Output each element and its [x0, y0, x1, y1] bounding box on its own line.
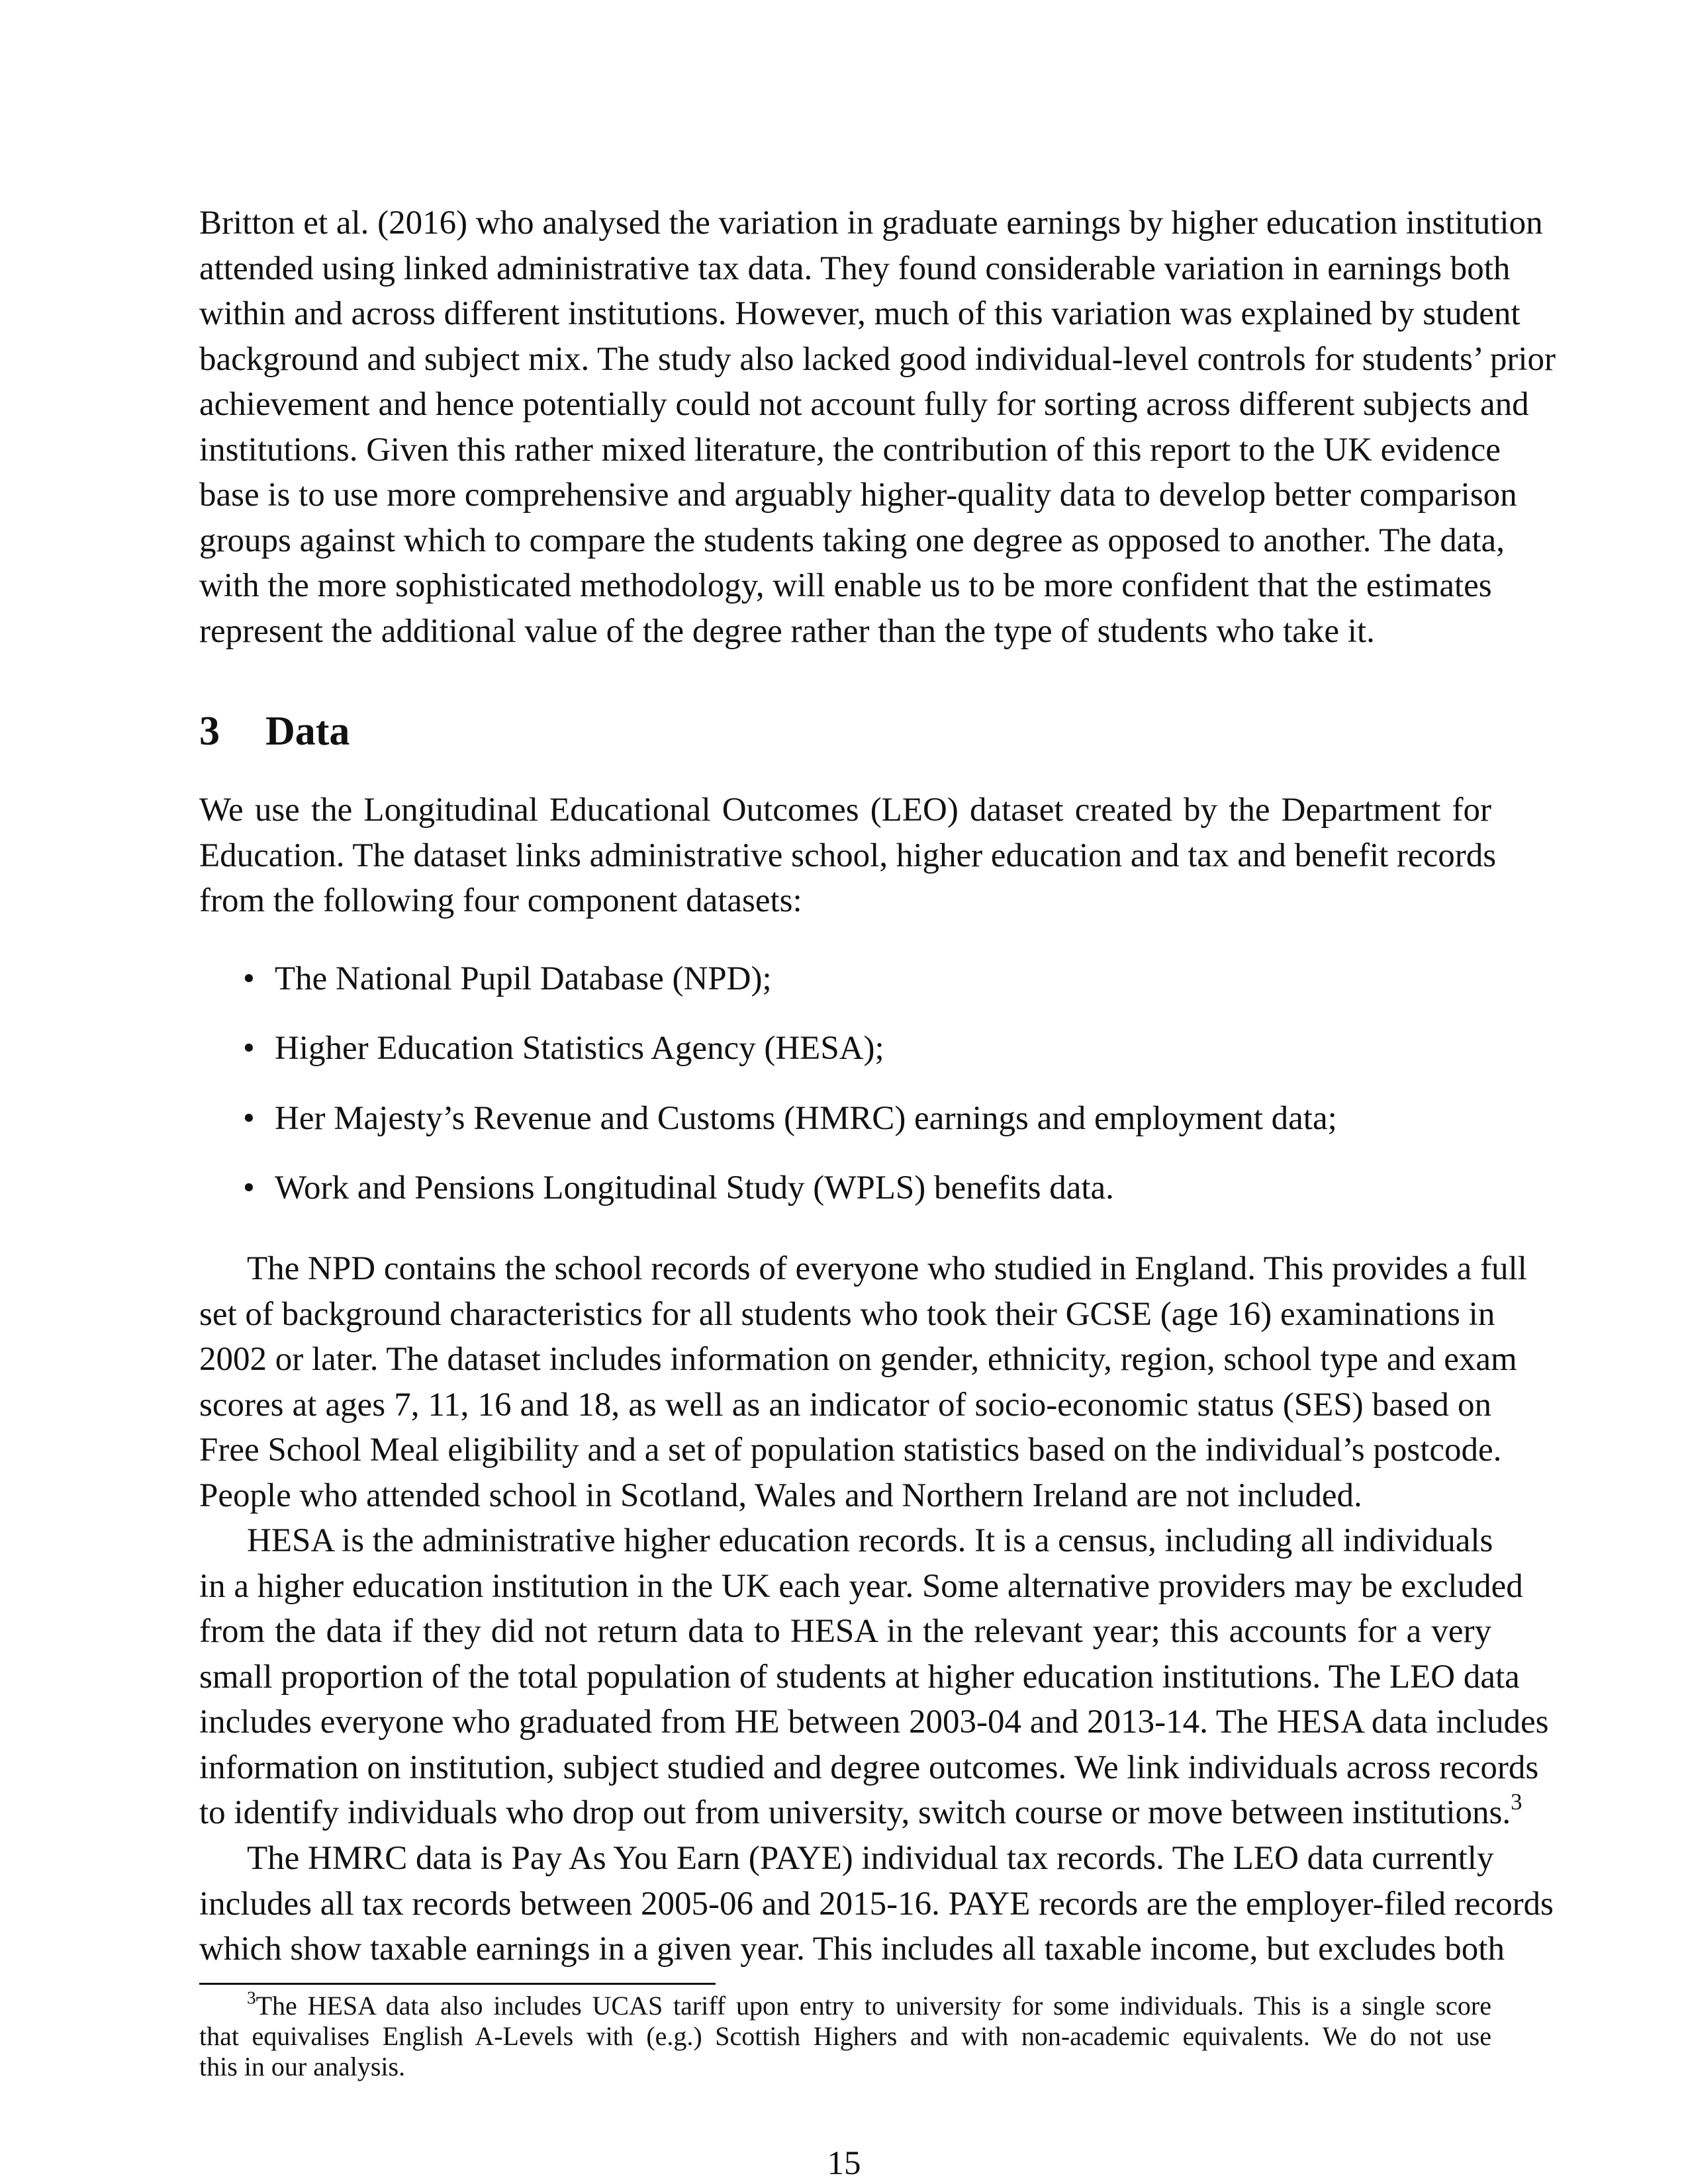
- section-number: 3: [199, 709, 220, 754]
- text-line: [199, 473, 1517, 518]
- list-item-text: The National Pupil Database (NPD);: [275, 960, 772, 997]
- text-line-content: Britton et al. (2016) who analysed the variation in graduate earnings by higher education institution: [199, 205, 1543, 242]
- text-line-content: scores at ages 7, 11, 16 and 18, as well as an indicator of socio-economic status (SES) based on: [199, 1386, 1491, 1424]
- text-line: [199, 201, 1543, 246]
- text-line: [199, 2052, 1491, 2082]
- text-line-content: groups against which to compare the students taking one degree as opposed to another. The data,: [199, 522, 1505, 559]
- footnote: [199, 1987, 1491, 2082]
- list-item: [199, 1096, 1491, 1142]
- text-line: [199, 428, 1501, 473]
- bullet-icon: •: [243, 960, 255, 997]
- text-line-content: within and across different institutions. However, much of this variation was explained by student: [199, 295, 1521, 332]
- text-line: [199, 563, 1491, 609]
- text-line-content: base is to use more comprehensive and arguably higher-quality data to develop better comparison: [199, 477, 1517, 514]
- footnote-marker: 3: [247, 1987, 256, 2008]
- paragraph-npd: [199, 1246, 1527, 1518]
- text-line: [199, 1383, 1491, 1428]
- text-line-content: Free School Meal eligibility and a set of population statistics based on the individual’s postcode.: [199, 1432, 1502, 1469]
- text-line: [199, 1518, 1491, 1564]
- text-line-content: includes everyone who graduated from HE between 2003-04 and 2013-14. The HESA data includes: [199, 1704, 1549, 1741]
- text-line: [199, 291, 1521, 337]
- text-line: [199, 1609, 1491, 1655]
- footnote-rule: [199, 1983, 716, 1985]
- text-line: [199, 788, 1491, 833]
- text-line-content: in a higher education institution in the UK each year. Some alternative providers may be excluded: [199, 1567, 1523, 1605]
- text-line-content: set of background characteristics for all students who took their GCSE (age 16) examinations in: [199, 1295, 1495, 1333]
- text-line-content: includes all tax records between 2005-06 and 2015-16. PAYE records are the employer-filed records: [199, 1885, 1554, 1923]
- footnote-reference[interactable]: 3: [1511, 1789, 1523, 1815]
- text-line-content: small proportion of the total population of students at higher education institutions. The LEO data: [199, 1658, 1520, 1696]
- text-line: [199, 1700, 1549, 1745]
- text-line-content: The HESA data also includes UCAS tariff upon entry to university for some individuals. This is a single score: [256, 1991, 1491, 2021]
- bullet-icon: •: [243, 1030, 255, 1067]
- text-line: [199, 1655, 1520, 1700]
- text-line: [199, 1337, 1517, 1383]
- text-line: [199, 1882, 1554, 1927]
- text-line-content: institutions. Given this rather mixed literature, the contribution of this report to the UK evidence: [199, 431, 1501, 469]
- text-line: [199, 1745, 1539, 1791]
- page-number: 15: [827, 2145, 861, 2182]
- text-line: [199, 1789, 1523, 1836]
- text-line-content: achievement and hence potentially could not account fully for sorting across different subjects and: [199, 386, 1529, 423]
- list-item-text: Work and Pensions Longitudinal Study (WPLS) benefits data.: [275, 1169, 1114, 1206]
- text-line-content: this in our analysis.: [199, 2052, 406, 2081]
- text-line-content: The NPD contains the school records of everyone who studied in England. This provides a full: [247, 1250, 1527, 1287]
- list-item-text: Higher Education Statistics Agency (HESA);: [275, 1030, 884, 1067]
- text-line-content: background and subject mix. The study also lacked good individual-level controls for students’ prior: [199, 340, 1556, 378]
- text-line: [199, 518, 1505, 564]
- text-line-content: People who attended school in Scotland, Wales and Northern Ireland are not included.: [199, 1477, 1362, 1514]
- paragraph-hmrc: [199, 1836, 1554, 1972]
- text-line-content: from the following four component datasets:: [199, 882, 802, 919]
- list-item: [199, 1165, 1491, 1211]
- list-item-text: Her Majesty’s Revenue and Customs (HMRC) earnings and employment data;: [275, 1100, 1337, 1137]
- text-line: [199, 1246, 1527, 1292]
- section-title: Data: [265, 709, 350, 754]
- text-line: [199, 1836, 1494, 1882]
- text-line-content: Education. The dataset links administrative school, higher education and tax and benefit records: [199, 837, 1497, 874]
- text-line: [199, 1564, 1523, 1610]
- bullet-icon: •: [243, 1169, 255, 1206]
- section-heading: [199, 708, 350, 755]
- text-line-content: to identify individuals who drop out from university, switch course or move between institutions.: [199, 1794, 1511, 1831]
- text-line: [199, 1428, 1502, 1473]
- text-line-content: from the data if they did not return data to HESA in the relevant year; this accounts for a very: [199, 1613, 1491, 1650]
- text-line: [199, 1473, 1491, 1519]
- text-line: [199, 382, 1529, 428]
- text-line: [199, 833, 1497, 879]
- text-line: [199, 878, 1491, 924]
- text-line: [199, 2021, 1491, 2052]
- text-line-content: with the more sophisticated methodology, will enable us to be more confident that the estimates: [199, 567, 1492, 604]
- paragraph-hesa: [199, 1518, 1549, 1836]
- list-item: [199, 956, 1491, 1002]
- text-line-content: We use the Longitudinal Educational Outcomes (LEO) dataset created by the Department for: [199, 792, 1491, 829]
- text-line-content: attended using linked administrative tax data. They found considerable variation in earnings both: [199, 250, 1511, 287]
- text-line: [199, 1987, 1491, 2021]
- text-line: [199, 337, 1556, 383]
- text-line-content: represent the additional value of the degree rather than the type of students who take it.: [199, 612, 1375, 650]
- text-line-content: which show taxable earnings in a given year. This includes all taxable income, but excludes both: [199, 1931, 1505, 1968]
- text-line-content: information on institution, subject studied and degree outcomes. We link individuals across records: [199, 1749, 1539, 1786]
- text-line-content: The HMRC data is Pay As You Earn (PAYE) individual tax records. The LEO data currently: [247, 1840, 1494, 1877]
- bullet-icon: •: [243, 1100, 255, 1137]
- paragraph-leo: [199, 788, 1497, 924]
- text-line-content: that equivalises English A-Levels with (e.g.) Scottish Highers and with non-academic equivalents. We do not use: [199, 2021, 1491, 2051]
- text-line: [199, 609, 1491, 655]
- list-item: [199, 1026, 1491, 1071]
- text-line: [199, 1927, 1505, 1972]
- text-line: [199, 246, 1511, 292]
- text-line-content: 2002 or later. The dataset includes information on gender, ethnicity, region, school type and exam: [199, 1341, 1517, 1378]
- text-line-content: HESA is the administrative higher education records. It is a census, including all individuals: [247, 1522, 1493, 1559]
- paragraph-intro: [199, 201, 1556, 654]
- text-line: [199, 1292, 1495, 1338]
